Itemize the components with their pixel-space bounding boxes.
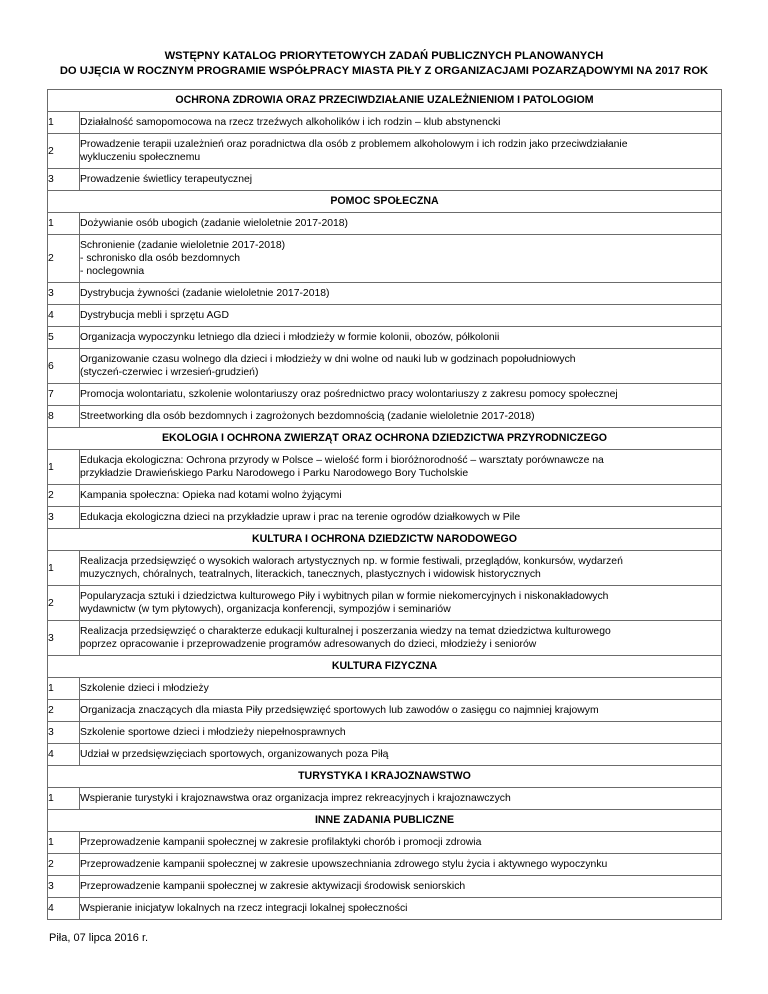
task-description-line: Wspieranie inicjatyw lokalnych na rzecz integracji lokalnej społeczności: [80, 903, 408, 914]
task-description-line: przykładzie Drawieńskiego Parku Narodowego i Parku Narodowego Bory Tucholskie: [80, 468, 469, 479]
task-description: [80, 898, 722, 920]
section-header-row: [48, 90, 722, 112]
task-description: [80, 507, 722, 529]
task-number: 3: [48, 621, 80, 656]
task-description-line: Dystrybucja mebli i sprzętu AGD: [80, 310, 229, 321]
task-row: [48, 169, 722, 191]
task-description: [80, 551, 722, 586]
task-description-line: Promocja wolontariatu, szkolenie wolontariuszy oraz pośrednictwo pracy wolontariuszy z zakresu pomocy społecznej: [80, 389, 618, 400]
task-catalog-table: [47, 89, 722, 920]
task-description-line: Dystrybucja żywności (zadanie wieloletnie 2017-2018): [80, 288, 330, 299]
task-description-line: Streetworking dla osób bezdomnych i zagrożonych bezdomnością (zadanie wieloletnie 2017-2018): [80, 411, 535, 422]
section-header-row: [48, 810, 722, 832]
task-description: [80, 450, 722, 485]
task-row: [48, 788, 722, 810]
section-header-row: [48, 191, 722, 213]
task-row: [48, 327, 722, 349]
task-description-line: - schronisko dla osób bezdomnych: [80, 253, 240, 264]
task-description-line: Edukacja ekologiczna: Ochrona przyrody w Polsce – wielość form i bioróżnorodność – warsztaty porównawcze na: [80, 455, 604, 466]
task-number: 2: [48, 586, 80, 621]
task-description: [80, 678, 722, 700]
task-row: [48, 586, 722, 621]
section-title: KULTURA I OCHRONA DZIEDZICTW NARODOWEGO: [48, 529, 722, 551]
task-description-line: Przeprowadzenie kampanii społecznej w zakresie profilaktyki chorób i promocji zdrowia: [80, 837, 482, 848]
task-row: [48, 283, 722, 305]
task-number: 1: [48, 678, 80, 700]
task-description-line: Działalność samopomocowa na rzecz trzeźwych alkoholików i ich rodzin – klub abstynencki: [80, 117, 501, 128]
task-description: [80, 485, 722, 507]
task-description: [80, 406, 722, 428]
task-number: 4: [48, 744, 80, 766]
task-row: [48, 678, 722, 700]
task-row: [48, 507, 722, 529]
task-description-line: Kampania społeczna: Opieka nad kotami wolno żyjącymi: [80, 490, 342, 501]
task-row: [48, 112, 722, 134]
task-number: 1: [48, 213, 80, 235]
task-row: [48, 854, 722, 876]
task-description: [80, 876, 722, 898]
task-number: 1: [48, 788, 80, 810]
task-row: [48, 349, 722, 384]
task-description: [80, 305, 722, 327]
document-title-line-2: DO UJĘCIA W ROCZNYM PROGRAMIE WSPÓŁPRACY MIASTA PIŁY Z ORGANIZACJAMI POZARZĄDOWYMI NA 2017 ROK: [59, 65, 709, 77]
task-description-line: Szkolenie dzieci i młodzieży: [80, 683, 209, 694]
task-description-line: Organizacja wypoczynku letniego dla dzieci i młodzieży w formie kolonii, obozów, półkolonii: [80, 332, 500, 343]
task-row: [48, 621, 722, 656]
task-row: [48, 832, 722, 854]
task-number: 2: [48, 485, 80, 507]
task-row: [48, 722, 722, 744]
section-header-row: [48, 766, 722, 788]
task-number: 3: [48, 507, 80, 529]
task-row: [48, 485, 722, 507]
section-title: INNE ZADANIA PUBLICZNE: [48, 810, 722, 832]
document-title-line-1: WSTĘPNY KATALOG PRIORYTETOWYCH ZADAŃ PUBLICZNYCH PLANOWANYCH: [164, 50, 604, 62]
task-description-line: Organizowanie czasu wolnego dla dzieci i młodzieży w dni wolne od nauki lub w godzinach popołudniowych: [80, 354, 576, 365]
task-number: 1: [48, 832, 80, 854]
task-description-line: Schronienie (zadanie wieloletnie 2017-2018): [80, 240, 286, 251]
task-row: [48, 876, 722, 898]
task-row: [48, 235, 722, 283]
task-description-line: wykluczeniu społecznemu: [80, 152, 201, 163]
task-number: 3: [48, 876, 80, 898]
task-description: [80, 235, 722, 283]
section-title: EKOLOGIA I OCHRONA ZWIERZĄT ORAZ OCHRONA DZIEDZICTWA PRZYRODNICZEGO: [48, 428, 722, 450]
task-description: [80, 744, 722, 766]
task-description: [80, 327, 722, 349]
task-description-line: Szkolenie sportowe dzieci i młodzieży niepełnosprawnych: [80, 727, 346, 738]
task-row: [48, 213, 722, 235]
task-row: [48, 406, 722, 428]
section-header-row: [48, 428, 722, 450]
task-description-line: Edukacja ekologiczna dzieci na przykładzie upraw i prac na terenie ogrodów działkowych w Pile: [80, 512, 521, 523]
task-number: 5: [48, 327, 80, 349]
task-number: 4: [48, 305, 80, 327]
section-header-row: [48, 529, 722, 551]
task-number: 3: [48, 169, 80, 191]
task-description: [80, 169, 722, 191]
task-row: [48, 134, 722, 169]
section-title: POMOC SPOŁECZNA: [48, 191, 722, 213]
task-row: [48, 551, 722, 586]
section-title: OCHRONA ZDROWIA ORAZ PRZECIWDZIAŁANIE UZALEŻNIENIOM I PATOLOGIOM: [48, 90, 722, 112]
task-number: 1: [48, 450, 80, 485]
task-description: [80, 384, 722, 406]
task-number: 3: [48, 722, 80, 744]
task-description: [80, 700, 722, 722]
task-description: [80, 112, 722, 134]
footer-place-date: Piła, 07 lipca 2016 r.: [49, 932, 149, 944]
task-description-line: (styczeń-czerwiec i wrzesień-grudzień): [80, 367, 259, 378]
task-number: 4: [48, 898, 80, 920]
task-row: [48, 305, 722, 327]
section-header-row: [48, 656, 722, 678]
task-description: [80, 854, 722, 876]
section-title: TURYSTYKA I KRAJOZNAWSTWO: [48, 766, 722, 788]
task-description-line: wydawnictw (w tym płytowych), organizacja konferencji, sympozjów i seminariów: [80, 604, 451, 615]
task-description-line: Wspieranie turystyki i krajoznawstwa oraz organizacja imprez rekreacyjnych i krajoznawczych: [80, 793, 511, 804]
task-description-line: Popularyzacja sztuki i dziedzictwa kulturowego Piły i wybitnych pilan w formie niekomercyjnych i niskonakładowych: [80, 591, 609, 602]
task-description-line: Udział w przedsięwzięciach sportowych, organizowanych poza Piłą: [80, 749, 389, 760]
task-number: 2: [48, 134, 80, 169]
task-row: [48, 898, 722, 920]
task-description-line: Przeprowadzenie kampanii społecznej w zakresie aktywizacji środowisk seniorskich: [80, 881, 466, 892]
task-description-line: poprzez opracowanie i przeprowadzenie programów adresowanych do dzieci, młodzieży i seniorów: [80, 639, 537, 650]
task-number: 3: [48, 283, 80, 305]
task-description: [80, 213, 722, 235]
task-description-line: Prowadzenie świetlicy terapeutycznej: [80, 174, 253, 185]
task-description-line: - noclegownia: [80, 266, 145, 277]
task-description: [80, 788, 722, 810]
task-number: 7: [48, 384, 80, 406]
task-number: 2: [48, 854, 80, 876]
task-description-line: Organizacja znaczących dla miasta Piły przedsięwzięć sportowych lub zawodów o zasięgu co najmniej krajowym: [80, 705, 599, 716]
task-row: [48, 450, 722, 485]
task-description: [80, 283, 722, 305]
task-description: [80, 621, 722, 656]
task-number: 2: [48, 700, 80, 722]
task-description-line: Prowadzenie terapii uzależnień oraz poradnictwa dla osób z problemem alkoholowym i ich rodzin jako przeciwdziałanie: [80, 139, 628, 150]
task-description-line: muzycznych, chóralnych, teatralnych, literackich, tanecznych, plastycznych i widowisk historycznych: [80, 569, 541, 580]
task-description: [80, 832, 722, 854]
task-number: 1: [48, 551, 80, 586]
section-title: KULTURA FIZYCZNA: [48, 656, 722, 678]
task-description: [80, 722, 722, 744]
task-description-line: Realizacja przedsięwzięć o wysokich walorach artystycznych np. w formie festiwali, przeglądów, konkursów, wydarzeń: [80, 556, 623, 567]
task-row: [48, 384, 722, 406]
task-number: 8: [48, 406, 80, 428]
task-row: [48, 744, 722, 766]
task-description-line: Dożywianie osób ubogich (zadanie wieloletnie 2017-2018): [80, 218, 349, 229]
task-number: 2: [48, 235, 80, 283]
task-description-line: Przeprowadzenie kampanii społecznej w zakresie upowszechniania zdrowego stylu życia i aktywnego wypoczynku: [80, 859, 608, 870]
task-description: [80, 349, 722, 384]
task-number: 6: [48, 349, 80, 384]
task-description: [80, 586, 722, 621]
task-description-line: Realizacja przedsięwzięć o charakterze edukacji kulturalnej i poszerzania wiedzy na temat dziedzictwa kulturowego: [80, 626, 611, 637]
task-description: [80, 134, 722, 169]
task-row: [48, 700, 722, 722]
task-number: 1: [48, 112, 80, 134]
